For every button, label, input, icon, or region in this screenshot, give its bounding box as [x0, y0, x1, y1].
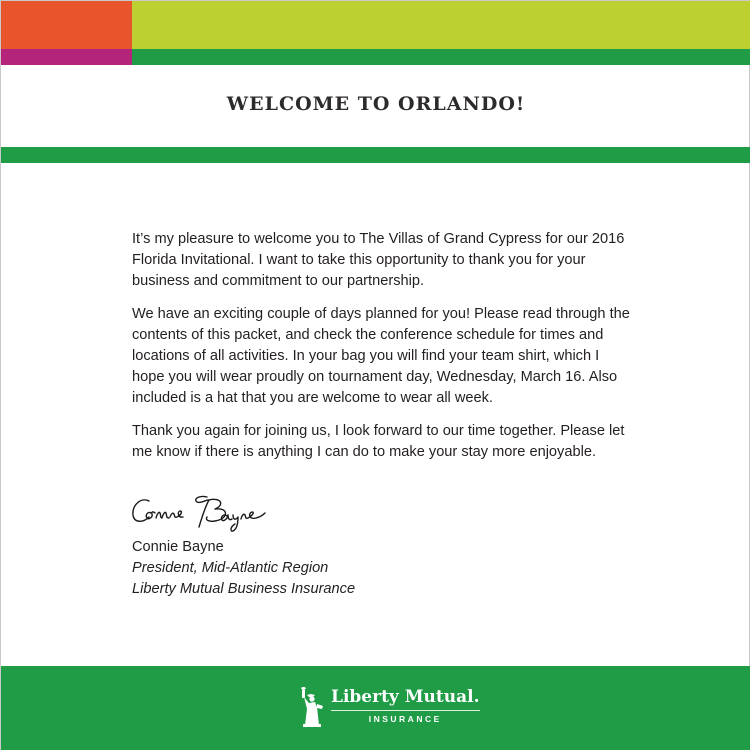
signer-name: Connie Bayne: [132, 539, 224, 555]
lime-header-band: [132, 1, 750, 49]
magenta-color-block: [1, 49, 132, 65]
green-header-stripe: [132, 49, 750, 65]
logo-wordmark: [331, 687, 480, 724]
signature-block: [132, 537, 355, 600]
signer-title: President, Mid-Atlantic Region: [132, 560, 329, 576]
liberty-mutual-logo: [297, 687, 480, 731]
page-title: WELCOME TO ORLANDO!: [226, 93, 526, 115]
statue-of-liberty-icon: [297, 687, 327, 727]
orange-color-block: [1, 1, 132, 49]
handwritten-signature: [129, 487, 299, 535]
letter-paragraph-2: We have an exciting couple of days planned for you! Please read through the contents of this packet, and check the conference schedule for times and locations of all activities. In your bag you will find your team shirt, which I hope you will wear proudly on tournament day, Wednesday, March 16. Also included is a hat that you are welcome to wear all week.: [132, 306, 630, 406]
logo-name: Liberty Mutual.: [331, 687, 480, 707]
letter-paragraph-1: It’s my pleasure to welcome you to The Villas of Grand Cypress for our 2016 Florida Invitational. I want to take this opportunity to thank you for your business and commitment to our partnership.: [132, 231, 625, 289]
green-divider-band: [1, 147, 750, 163]
letter-body: [132, 229, 632, 475]
logo-subtitle: INSURANCE: [331, 710, 480, 724]
signer-company: Liberty Mutual Business Insurance: [132, 581, 356, 597]
letter-paragraph-3: Thank you again for joining us, I look forward to our time together. Please let me know if there is anything I can do to make your stay more enjoyable.: [132, 423, 625, 460]
